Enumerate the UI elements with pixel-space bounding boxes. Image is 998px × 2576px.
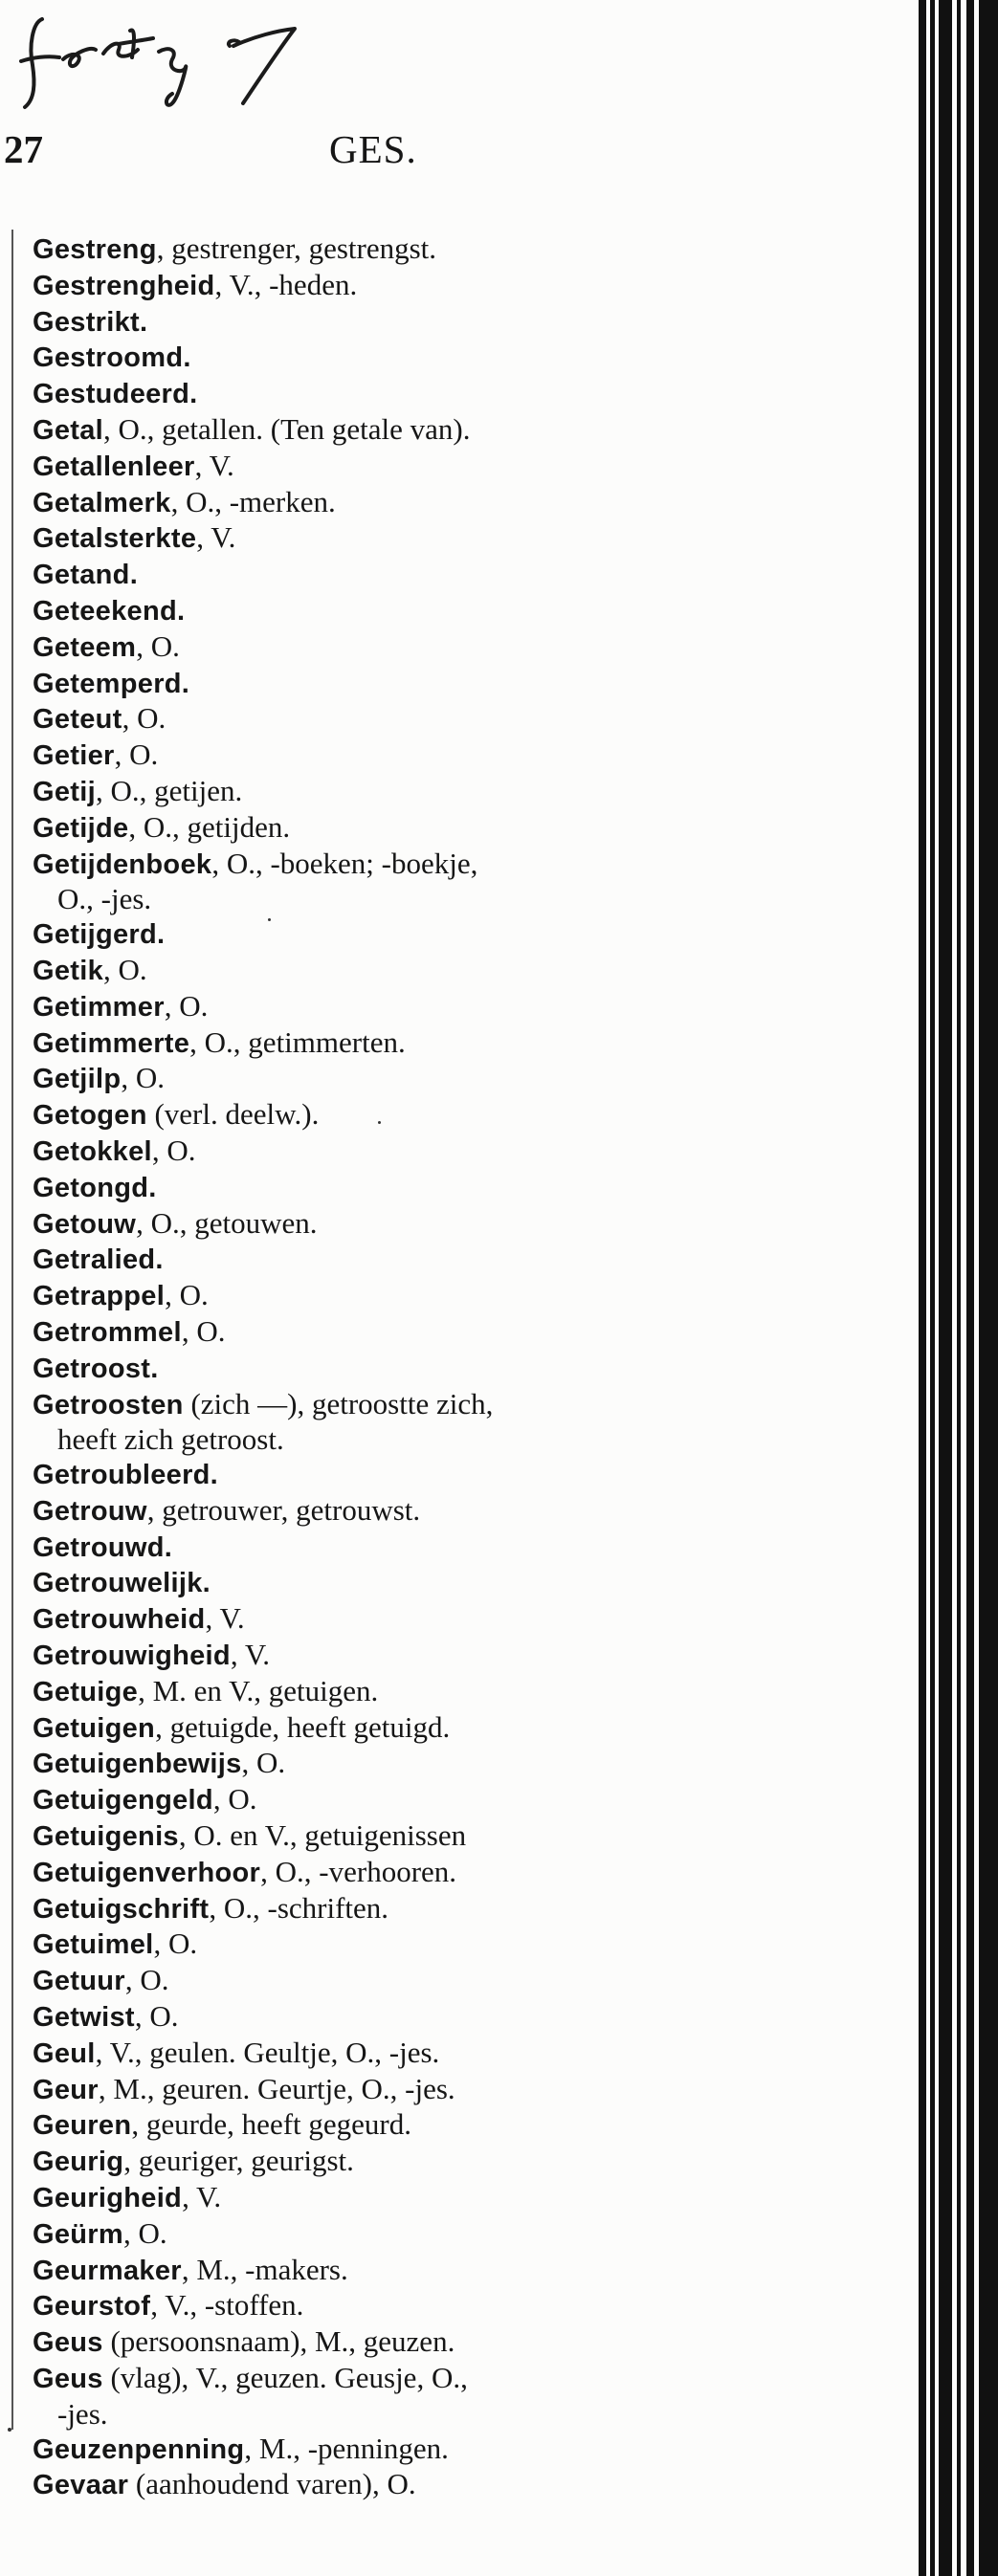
dictionary-entry bbox=[33, 1601, 741, 1638]
dictionary-entry bbox=[33, 1206, 741, 1243]
entry-definition: (verl. deelw.). bbox=[146, 1097, 320, 1132]
entry-definition: , geuriger, geurigst. bbox=[123, 2144, 354, 2178]
entry-definition: (persoonsnaam), M., geuzen. bbox=[102, 2324, 455, 2359]
entry-definition: , O. bbox=[151, 1133, 196, 1167]
entry-headword: Getijde bbox=[33, 812, 129, 844]
dictionary-entry bbox=[33, 1242, 741, 1278]
entry-definition: , V. bbox=[194, 448, 234, 482]
entry-headword: Getier bbox=[33, 740, 115, 772]
dictionary-entry bbox=[33, 1387, 741, 1458]
dictionary-entry bbox=[33, 1963, 741, 1999]
dictionary-entry bbox=[33, 412, 741, 449]
dictionary-entry bbox=[33, 1565, 741, 1601]
entry-headword: Gevaar bbox=[33, 2470, 129, 2501]
dictionary-entry bbox=[33, 989, 741, 1025]
entry-headword: Gestrikt. bbox=[33, 306, 148, 338]
entry-definition: , O. en V., getuigenissen bbox=[178, 1818, 467, 1853]
entry-definition: , M., -makers. bbox=[181, 2252, 348, 2286]
entry-headword: Getrouwheid bbox=[33, 1604, 206, 1636]
entry-definition: (zich —), getroostte zich, bbox=[183, 1386, 494, 1420]
dictionary-entry bbox=[33, 1710, 741, 1747]
header-title: GES. bbox=[329, 127, 417, 171]
entry-continuation: O., -jes. bbox=[57, 882, 152, 916]
entry-definition: , O. bbox=[212, 1782, 257, 1816]
page-binding-edge bbox=[919, 0, 926, 2576]
entry-definition: , O., getallen. (Ten getale van). bbox=[103, 411, 471, 446]
page-binding-edge bbox=[957, 0, 961, 2576]
paper-speck bbox=[378, 1121, 381, 1124]
entry-headword: Geus bbox=[33, 2327, 103, 2359]
entry-definition: , getrouwer, getrouwst. bbox=[146, 1492, 421, 1527]
dictionary-entry bbox=[33, 953, 741, 989]
dictionary-entry bbox=[33, 376, 741, 412]
dictionary-entry bbox=[33, 1855, 741, 1891]
entry-headword: Getuige bbox=[33, 1676, 139, 1707]
entry-definition: , M., -penningen. bbox=[244, 2431, 449, 2465]
entry-headword: Geürm bbox=[33, 2218, 123, 2250]
entry-headword: Getal bbox=[33, 414, 104, 446]
entry-definition: (aanhoudend varen), O. bbox=[128, 2467, 416, 2501]
entry-headword: Getallenleer bbox=[33, 451, 195, 482]
entry-headword: Getuigengeld bbox=[33, 1785, 213, 1816]
dictionary-entry bbox=[33, 1926, 741, 1963]
paper-speck bbox=[8, 2428, 11, 2432]
entry-headword: Getrouwd. bbox=[33, 1531, 173, 1563]
dictionary-entry bbox=[33, 1278, 741, 1314]
entry-headword: Getjilp bbox=[33, 1064, 122, 1095]
dictionary-entry bbox=[33, 485, 741, 521]
entry-headword: Geul bbox=[33, 2037, 96, 2069]
entry-headword: Gestudeerd. bbox=[33, 379, 198, 410]
entry-headword: Getroost. bbox=[33, 1353, 159, 1384]
page-header bbox=[0, 122, 498, 176]
entry-headword: Getik bbox=[33, 955, 104, 986]
entry-headword: Getalsterkte bbox=[33, 523, 197, 555]
dictionary-entry bbox=[33, 1818, 741, 1855]
entry-definition: , O., -verhooren. bbox=[260, 1854, 457, 1888]
dictionary-entry bbox=[33, 1493, 741, 1530]
entry-headword: Geteem bbox=[33, 631, 137, 663]
entry-headword: Gestroomd. bbox=[33, 342, 191, 374]
dictionary-entry bbox=[33, 2467, 741, 2503]
entry-headword: Getogen bbox=[33, 1100, 147, 1132]
entry-headword: Getuigenis bbox=[33, 1821, 179, 1853]
entry-headword: Getemperd. bbox=[33, 668, 190, 699]
dictionary-entry bbox=[33, 520, 741, 557]
dictionary-entry bbox=[33, 916, 741, 953]
entry-definition: , V., -stoffen. bbox=[150, 2288, 304, 2323]
entry-definition: , M. en V., getuigen. bbox=[138, 1673, 379, 1707]
entry-headword: Geur bbox=[33, 2074, 99, 2105]
dictionary-entry bbox=[33, 847, 741, 917]
entry-headword: Getimmer bbox=[33, 991, 165, 1023]
entry-continuation: heeft zich getroost. bbox=[57, 1422, 284, 1457]
entry-headword: Getralied. bbox=[33, 1244, 164, 1276]
page-binding-edge bbox=[939, 0, 952, 2576]
dictionary-entry bbox=[33, 2361, 741, 2432]
entry-headword: Getouw bbox=[33, 1208, 137, 1240]
entry-headword: Geurig bbox=[33, 2147, 124, 2178]
entry-headword: Getijdenboek bbox=[33, 848, 212, 880]
entry-headword: Getwist bbox=[33, 2002, 135, 2034]
entry-headword: Getroosten bbox=[33, 1389, 184, 1420]
entry-definition: , M., geuren. Geurtje, O., -jes. bbox=[98, 2071, 455, 2105]
entry-headword: Gestreng bbox=[33, 234, 157, 265]
dictionary-entry bbox=[33, 2432, 741, 2468]
dictionary-entry bbox=[33, 2144, 741, 2180]
entry-headword: Geteekend. bbox=[33, 595, 186, 627]
entry-headword: Getimmerte bbox=[33, 1027, 190, 1059]
dictionary-entry bbox=[33, 231, 741, 268]
dictionary-entry bbox=[33, 1891, 741, 1927]
dictionary-entry bbox=[33, 738, 741, 774]
entry-headword: Geurmaker bbox=[33, 2255, 182, 2286]
entry-definition: , getuigde, heeft getuigd. bbox=[155, 1709, 451, 1744]
entry-definition: , O. bbox=[165, 1278, 209, 1312]
dictionary-entry bbox=[33, 629, 741, 666]
entry-headword: Gestrengheid bbox=[33, 270, 215, 301]
dictionary-entry bbox=[33, 810, 741, 847]
dictionary-entries bbox=[33, 231, 741, 2503]
paper-speck bbox=[268, 918, 271, 921]
entry-definition: , O., getijen. bbox=[95, 773, 243, 807]
dictionary-entry bbox=[33, 2288, 741, 2324]
dictionary-entry bbox=[33, 1061, 741, 1097]
entry-definition: , V. bbox=[230, 1638, 270, 1672]
entry-definition: , O., getouwen. bbox=[136, 1205, 318, 1240]
entry-definition: , O., getimmerten. bbox=[189, 1024, 406, 1059]
entry-headword: Getrappel bbox=[33, 1281, 166, 1312]
entry-headword: Geurigheid bbox=[33, 2183, 183, 2214]
entry-definition: , V. bbox=[196, 520, 236, 555]
dictionary-entry bbox=[33, 666, 741, 702]
entry-definition: , O. bbox=[153, 1926, 198, 1961]
entry-headword: Getroubleerd. bbox=[33, 1460, 219, 1491]
entry-definition: , O. bbox=[122, 701, 166, 736]
dictionary-entry bbox=[33, 1999, 741, 2036]
entry-definition: , O. bbox=[181, 1313, 226, 1348]
dictionary-entry bbox=[33, 1530, 741, 1566]
dictionary-entry bbox=[33, 268, 741, 304]
entry-headword: Getijgerd. bbox=[33, 919, 166, 951]
dictionary-entry bbox=[33, 449, 741, 485]
entry-definition: , O. bbox=[241, 1746, 286, 1780]
entry-headword: Getokkel bbox=[33, 1135, 152, 1167]
dictionary-entry bbox=[33, 2324, 741, 2361]
dictionary-entry bbox=[33, 1097, 741, 1134]
entry-definition: , O. bbox=[124, 1963, 169, 1997]
entry-definition: , V. bbox=[205, 1601, 245, 1636]
entry-definition: , geurde, heeft gegeurd. bbox=[131, 2107, 411, 2142]
dictionary-entry bbox=[33, 2107, 741, 2144]
dictionary-entry bbox=[33, 557, 741, 593]
entry-definition: , O. bbox=[136, 628, 180, 663]
entry-headword: Getongd. bbox=[33, 1172, 157, 1203]
dictionary-entry bbox=[33, 2180, 741, 2216]
dictionary-entry bbox=[33, 2216, 741, 2253]
entry-definition: , O. bbox=[164, 988, 209, 1023]
entry-definition: , O., -schriften. bbox=[209, 1890, 389, 1925]
dictionary-entry bbox=[33, 1314, 741, 1351]
entry-definition: , V. bbox=[182, 2180, 222, 2214]
entry-headword: Getuigenverhoor bbox=[33, 1857, 261, 1888]
dictionary-entry bbox=[33, 2036, 741, 2072]
page-number: 27 bbox=[4, 127, 43, 171]
dictionary-entry bbox=[33, 1782, 741, 1818]
entry-definition: , V., geulen. Geultje, O., -jes. bbox=[95, 2035, 440, 2069]
entry-headword: Geurstof bbox=[33, 2291, 151, 2323]
entry-headword: Getrouwelijk. bbox=[33, 1568, 211, 1599]
entry-headword: Geuzenpenning bbox=[33, 2433, 245, 2465]
entry-definition: , O., -boeken; -boekje, bbox=[211, 846, 478, 880]
entry-definition: , O. bbox=[103, 952, 147, 986]
entry-definition: , O., -merken. bbox=[170, 484, 336, 518]
entry-definition: (vlag), V., geuzen. Geusje, O., bbox=[102, 2361, 468, 2395]
entry-headword: Getuigen bbox=[33, 1712, 156, 1744]
entry-headword: Geuren bbox=[33, 2110, 132, 2142]
dictionary-entry bbox=[33, 1746, 741, 1782]
entry-headword: Getuigschrift bbox=[33, 1893, 210, 1925]
column-rule bbox=[11, 230, 13, 2430]
entry-headword: Getij bbox=[33, 776, 96, 807]
entry-definition: , O., getijden. bbox=[128, 809, 291, 844]
dictionary-entry bbox=[33, 1674, 741, 1710]
entry-continuation: -jes. bbox=[57, 2396, 108, 2431]
dictionary-entry bbox=[33, 1134, 741, 1170]
dictionary-entry bbox=[33, 2253, 741, 2289]
entry-headword: Getalmerk bbox=[33, 487, 171, 518]
entry-headword: Getuimel bbox=[33, 1929, 154, 1961]
dictionary-entry bbox=[33, 1351, 741, 1387]
entry-headword: Getuur bbox=[33, 1966, 125, 1997]
dictionary-entry bbox=[33, 774, 741, 810]
page-binding-edge bbox=[979, 0, 998, 2576]
dictionary-entry bbox=[33, 340, 741, 376]
entry-definition: , O. bbox=[114, 738, 159, 772]
dictionary-entry bbox=[33, 1170, 741, 1206]
entry-definition: , O. bbox=[121, 1061, 165, 1095]
entry-headword: Geteut bbox=[33, 704, 122, 736]
entry-definition: , O. bbox=[122, 2215, 167, 2250]
dictionary-entry bbox=[33, 1638, 741, 1674]
entry-headword: Getrommel bbox=[33, 1316, 182, 1348]
entry-headword: Geus bbox=[33, 2364, 103, 2395]
entry-headword: Getand. bbox=[33, 560, 139, 591]
entry-headword: Getrouwigheid bbox=[33, 1640, 231, 1672]
handwritten-annotation bbox=[4, 8, 348, 113]
entry-definition: , O. bbox=[134, 1999, 179, 2034]
dictionary-entry bbox=[33, 593, 741, 629]
dictionary-entry bbox=[33, 1457, 741, 1493]
page-binding-edge bbox=[966, 0, 974, 2576]
entry-headword: Getrouw bbox=[33, 1495, 147, 1527]
entry-definition: , V., -heden. bbox=[214, 267, 358, 301]
dictionary-entry bbox=[33, 701, 741, 738]
dictionary-entry bbox=[33, 2072, 741, 2108]
entry-headword: Getuigenbewijs bbox=[33, 1749, 242, 1780]
page-binding-edge bbox=[930, 0, 935, 2576]
dictionary-entry bbox=[33, 304, 741, 341]
dictionary-entry bbox=[33, 1025, 741, 1062]
entry-definition: , gestrenger, gestrengst. bbox=[156, 231, 437, 265]
